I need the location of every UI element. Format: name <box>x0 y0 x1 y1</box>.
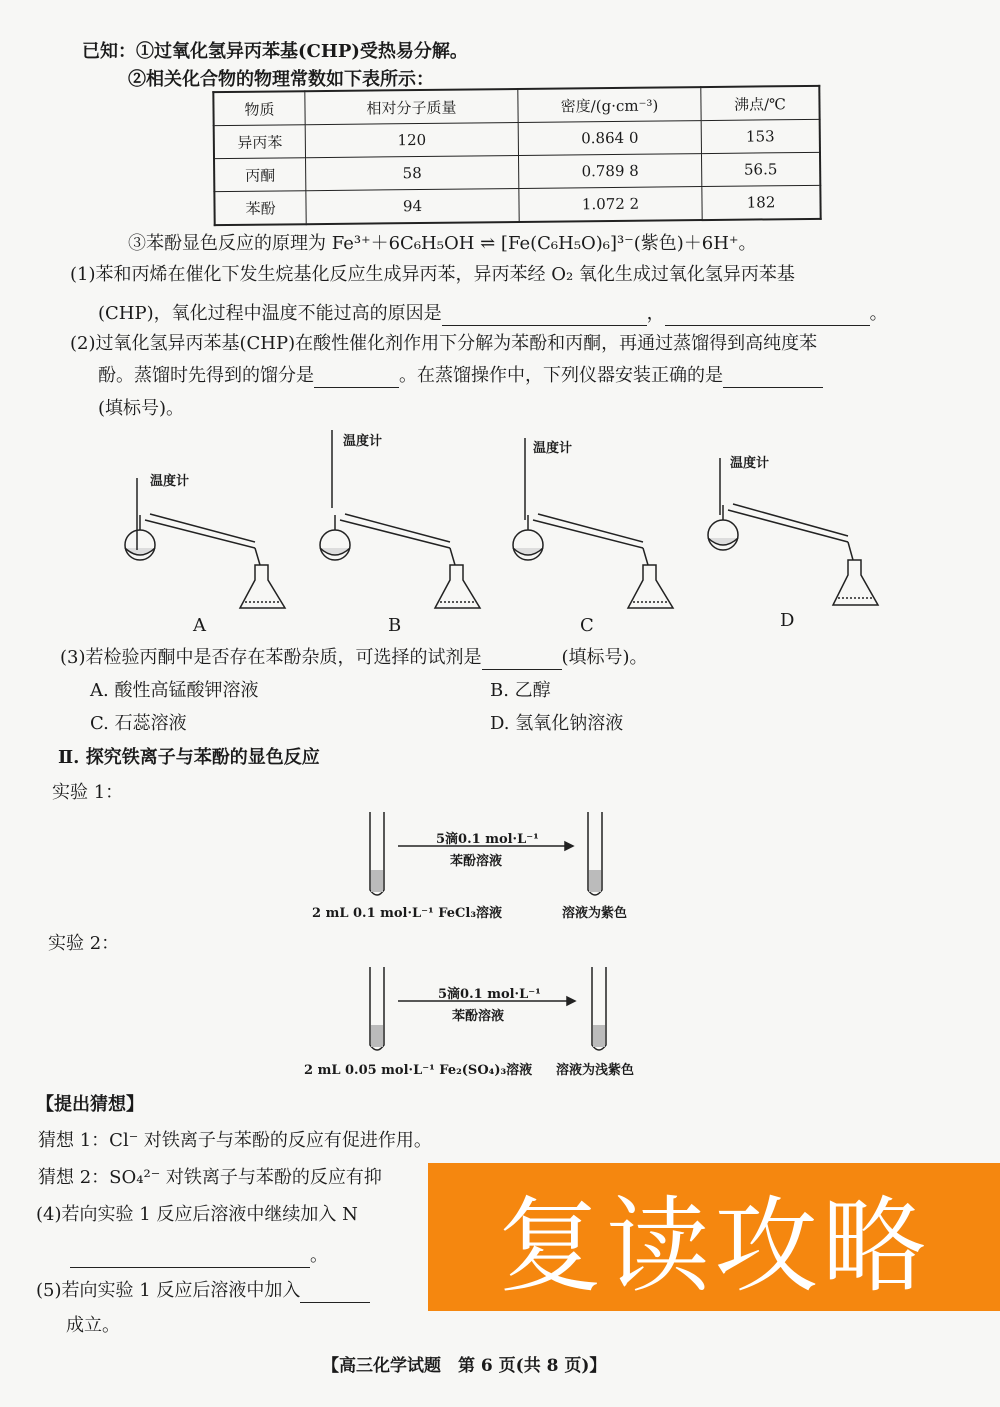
exp1-start-solution: 2 mL 0.1 mol·L⁻¹ FeCl₃溶液 <box>312 906 503 921</box>
answer-blank[interactable] <box>300 1284 370 1303</box>
answer-blank[interactable] <box>723 369 823 388</box>
q1-line-2 <box>98 302 888 326</box>
q5-stem <box>36 1279 370 1303</box>
exp2-reagent-top: 5滴0.1 mol·L⁻¹ <box>438 987 541 1002</box>
apparatus-label-d: D <box>780 610 795 631</box>
q3-option-b: B. 乙醇 <box>490 680 551 701</box>
page-footer: 【高三化学试题 第 6 页(共 8 页)】 <box>322 1356 607 1376</box>
part2-title: Ⅱ. 探究铁离子与苯酚的显色反应 <box>58 747 320 768</box>
q1-end: 。 <box>869 303 888 324</box>
q3-text-a: (3)若检验丙酮中是否存在苯酚杂质，可选择的试剂是 <box>60 647 482 668</box>
thermometer-label: 温度计 <box>730 456 770 471</box>
q2-line-1: (2)过氧化氢异丙苯基(CHP)在酸性催化剂作用下分解为苯酚和丙酮，再通过蒸馏得到高纯度苯 <box>70 333 818 354</box>
thermometer-label: 温度计 <box>533 441 573 456</box>
table-cell: 153 <box>701 119 820 153</box>
q1-text: (CHP)，氧化过程中温度不能过高的原因是 <box>98 303 442 324</box>
q3-text-b: (填标号)。 <box>561 647 648 668</box>
thermometer-label: 温度计 <box>150 474 190 489</box>
watermark-text: 复读攻略 <box>497 1185 930 1307</box>
exp1-reagent-top: 5滴0.1 mol·L⁻¹ <box>436 832 539 847</box>
constants-table <box>212 85 821 226</box>
table-cell: 94 <box>306 188 519 224</box>
q3-stem <box>60 646 648 670</box>
q3-option-d: D. 氢氧化钠溶液 <box>490 713 624 734</box>
table-cell: 苯酚 <box>214 191 306 225</box>
distillation-apparatus-a <box>120 430 320 620</box>
table-header: 沸点/℃ <box>701 86 820 121</box>
table-cell: 182 <box>702 185 821 220</box>
table-cell: 丙酮 <box>214 158 306 192</box>
q5-end: 成立。 <box>66 1315 120 1336</box>
known-line-3: ③苯酚显色反应的原理为 Fe³⁺＋6C₆H₅OH ⇌ [Fe(C₆H₅O)₆]³⁻(紫色)＋6H⁺。 <box>128 233 757 254</box>
table-cell: 120 <box>305 122 518 157</box>
known-line-2: ②相关化合物的物理常数如下表所示： <box>128 69 434 90</box>
exp1-label: 实验 1： <box>52 782 124 803</box>
exp1-reagent-bottom: 苯酚溶液 <box>450 854 503 869</box>
exp2-result: 溶液为浅紫色 <box>556 1063 635 1078</box>
exp2-reagent-bottom: 苯酚溶液 <box>452 1009 505 1024</box>
exp2-label: 实验 2： <box>48 933 120 954</box>
q1-sep: ， <box>646 303 665 324</box>
table-cell: 1.072 2 <box>519 187 702 222</box>
table-cell: 56.5 <box>701 152 820 186</box>
q4-answer-line <box>70 1244 328 1268</box>
answer-blank[interactable] <box>665 307 870 326</box>
table-cell: 0.864 0 <box>518 121 701 156</box>
q2-text-b: 。在蒸馏操作中，下列仪器安装正确的是 <box>399 365 723 386</box>
q5-text: (5)若向实验 1 反应后溶液中加入 <box>36 1280 301 1301</box>
thermometer-label: 温度计 <box>343 434 383 449</box>
q3-option-c: C. 石蕊溶液 <box>90 713 187 734</box>
answer-blank[interactable] <box>314 369 399 388</box>
q2-text-a: 酚。蒸馏时先得到的馏分是 <box>98 365 314 386</box>
q4-end: 。 <box>310 1245 328 1266</box>
distillation-apparatus-b <box>315 430 515 620</box>
table-cell: 58 <box>306 155 519 190</box>
exp1-result: 溶液为紫色 <box>562 906 628 921</box>
q4-stem: (4)若向实验 1 反应后溶液中继续加入 N <box>36 1204 358 1225</box>
q2-line-3: (填标号)。 <box>98 398 185 419</box>
apparatus-label-b: B <box>388 615 402 636</box>
distillation-apparatus-c <box>508 430 708 620</box>
q3-option-a: A. 酸性高锰酸钾溶液 <box>90 680 259 701</box>
watermark-banner <box>428 1163 1000 1311</box>
table-row <box>214 185 820 225</box>
answer-blank[interactable] <box>482 651 562 670</box>
hypothesis-1: 猜想 1：Cl⁻ 对铁离子与苯酚的反应有促进作用。 <box>38 1130 432 1151</box>
q2-line-2 <box>98 364 823 388</box>
exp2-start-solution: 2 mL 0.05 mol·L⁻¹ Fe₂(SO₄)₃溶液 <box>304 1063 533 1078</box>
table-header: 密度/(g·cm⁻³) <box>518 87 701 122</box>
table-cell: 异丙苯 <box>214 125 306 159</box>
hypothesis-title: 【提出猜想】 <box>36 1094 144 1115</box>
apparatus-label-a: A <box>193 615 206 636</box>
table-header: 相对分子质量 <box>305 89 518 125</box>
q1-line-1: (1)苯和丙烯在催化下发生烷基化反应生成异丙苯，异丙苯经 O₂ 氧化生成过氧化氢异丙苯基 <box>70 264 795 285</box>
table-cell: 0.789 8 <box>518 154 701 189</box>
apparatus-label-c: C <box>580 615 594 636</box>
answer-blank[interactable] <box>442 307 647 326</box>
answer-blank[interactable] <box>70 1249 310 1268</box>
table-header: 物质 <box>213 91 305 125</box>
hypothesis-2: 猜想 2：SO₄²⁻ 对铁离子与苯酚的反应有抑 <box>38 1167 382 1188</box>
known-line-1: 已知：①过氧化氢异丙苯基(CHP)受热易分解。 <box>82 41 468 62</box>
